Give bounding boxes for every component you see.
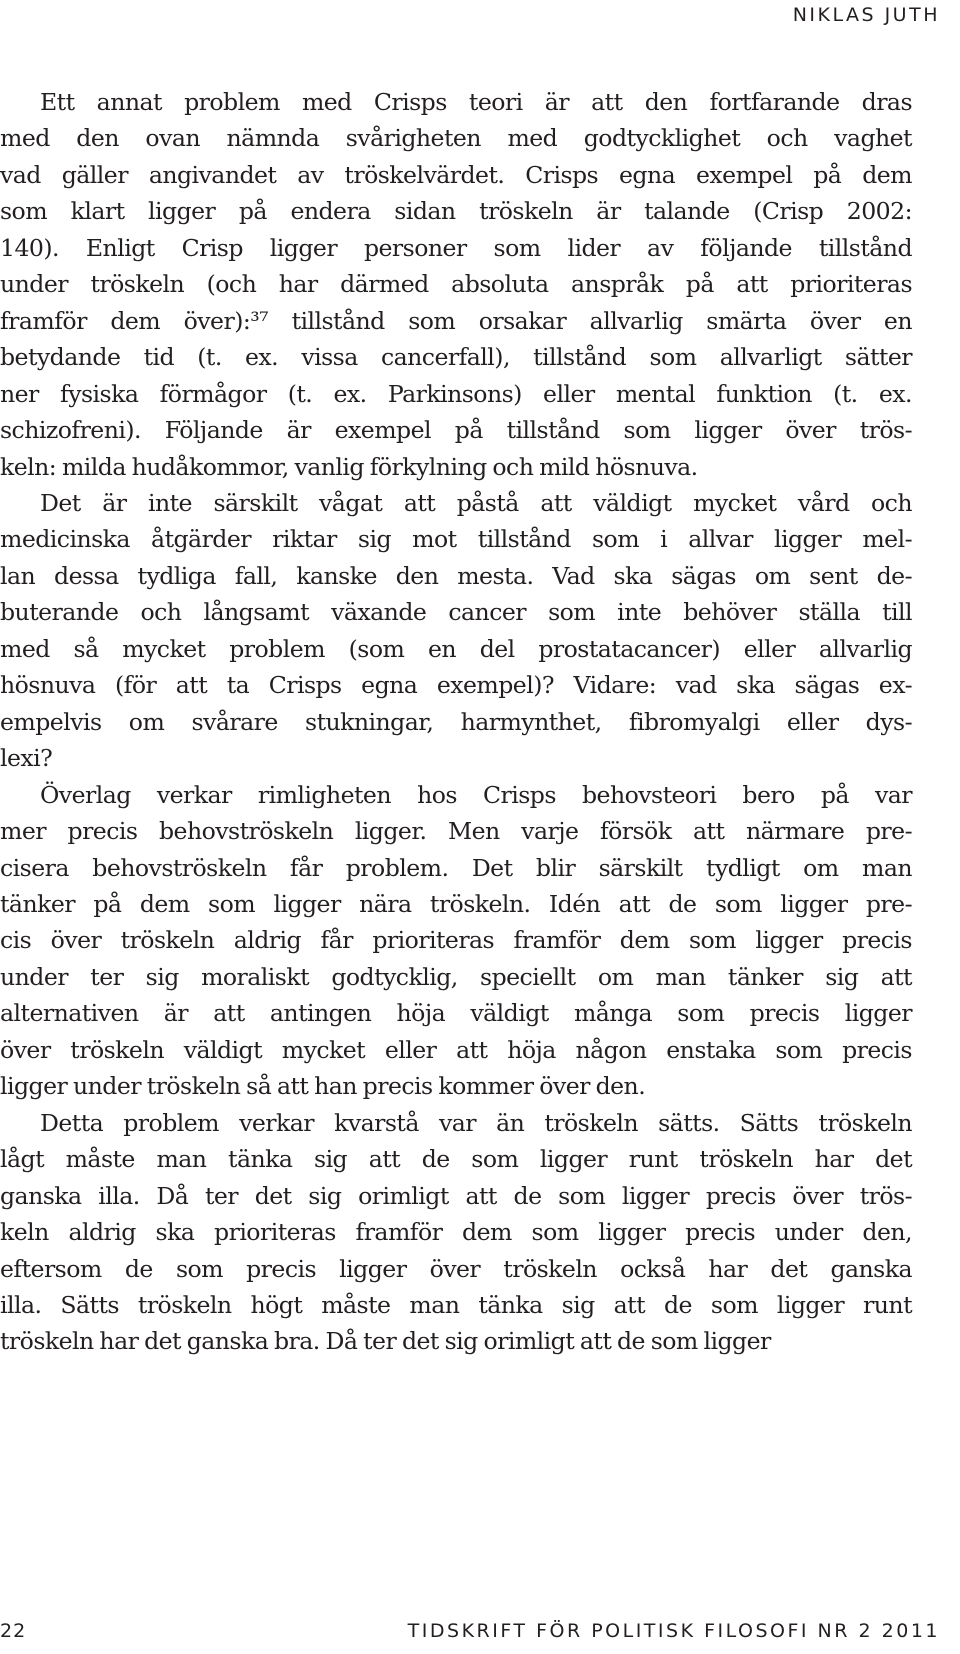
text-line: buterande och långsamt växande cancer som inte behöver ställa till	[0, 598, 912, 627]
text-line: cis över tröskeln aldrig får prioriteras framför dem som ligger precis	[0, 926, 912, 955]
text-line: Det är inte särskilt vågat att påstå att väldigt mycket vård och	[40, 488, 912, 517]
text-line: keln: milda hudåkommor, vanlig förkylning och mild hösnuva.	[0, 452, 698, 481]
text-line: Ett annat problem med Crisps teori är att den fortfarande dras	[40, 88, 912, 116]
paragraph	[0, 84, 960, 485]
paragraph	[0, 777, 960, 1105]
paragraph	[0, 1105, 960, 1360]
paragraph	[0, 485, 960, 777]
text-line: under ter sig moraliskt godtycklig, speciellt om man tänker sig att	[0, 962, 912, 991]
text-line: mer precis behovströskeln ligger. Men varje försök att närmare pre-	[0, 817, 912, 846]
text-line: som klart ligger på endera sidan tröskeln är talande (Crisp 2002:	[0, 197, 912, 226]
page-footer	[0, 1620, 960, 1650]
text-line: över tröskeln väldigt mycket eller att höja någon enstaka som precis	[0, 1035, 912, 1064]
text-line: ganska illa. Då ter det sig orimligt att de som ligger precis över trös-	[0, 1181, 912, 1210]
text-line: under tröskeln (och har därmed absoluta anspråk på att prioriteras	[0, 270, 912, 299]
text-line: hösnuva (för att ta Crisps egna exempel)? Vidare: vad ska sägas ex-	[0, 671, 912, 700]
body-text	[0, 84, 960, 1360]
journal-title: TIDSKRIFT FÖR POLITISK FILOSOFI NR 2 2011	[407, 1620, 940, 1642]
text-line: alternativen är att antingen höja väldigt många som precis ligger	[0, 999, 912, 1028]
text-line: lexi?	[0, 744, 53, 773]
text-line: vad gäller angivandet av tröskelvärdet. Crisps egna exempel på dem	[0, 160, 912, 189]
text-line: med den ovan nämnda svårigheten med godtycklighet och vaghet	[0, 124, 912, 153]
running-head: NIKLAS JUTH	[792, 4, 940, 26]
text-line: illa. Sätts tröskeln högt måste man tänka sig att de som ligger runt	[0, 1290, 912, 1319]
text-line: med så mycket problem (som en del prostatacancer) eller allvarlig	[0, 634, 912, 663]
text-line: lågt måste man tänka sig att de som ligger runt tröskeln har det	[0, 1145, 912, 1174]
text-line: 140). Enligt Crisp ligger personer som lider av följande tillstånd	[0, 233, 912, 262]
text-line: betydande tid (t. ex. vissa cancerfall), tillstånd som allvarligt sätter	[0, 343, 912, 372]
text-line: medicinska åtgärder riktar sig mot tillstånd som i allvar ligger mel-	[0, 525, 912, 554]
text-line: ner fysiska förmågor (t. ex. Parkinsons) eller mental funktion (t. ex.	[0, 379, 912, 408]
text-line: ligger under tröskeln så att han precis kommer över den.	[0, 1072, 646, 1101]
text-line: tänker på dem som ligger nära tröskeln. Idén att de som ligger pre-	[0, 889, 912, 918]
page-number: 22	[0, 1620, 27, 1642]
text-line: empelvis om svårare stukningar, harmynthet, fibromyalgi eller dys-	[0, 707, 912, 736]
text-line: eftersom de som precis ligger över tröskeln också har det ganska	[0, 1254, 912, 1283]
text-line: tröskeln har det ganska bra. Då ter det sig orimligt att de som ligger	[0, 1327, 771, 1356]
text-line: keln aldrig ska prioriteras framför dem som ligger precis under den,	[0, 1218, 912, 1247]
text-line: Överlag verkar rimligheten hos Crisps behovsteori bero på var	[40, 780, 912, 809]
text-line: cisera behovströskeln får problem. Det blir särskilt tydligt om man	[0, 853, 912, 882]
text-line: framför dem över):³⁷ tillstånd som orsakar allvarlig smärta över en	[0, 306, 912, 335]
text-line: Detta problem verkar kvarstå var än tröskeln sätts. Sätts tröskeln	[40, 1108, 912, 1137]
text-line: schizofreni). Följande är exempel på tillstånd som ligger över trös-	[0, 416, 912, 445]
text-line: lan dessa tydliga fall, kanske den mesta. Vad ska sägas om sent de-	[0, 561, 912, 590]
